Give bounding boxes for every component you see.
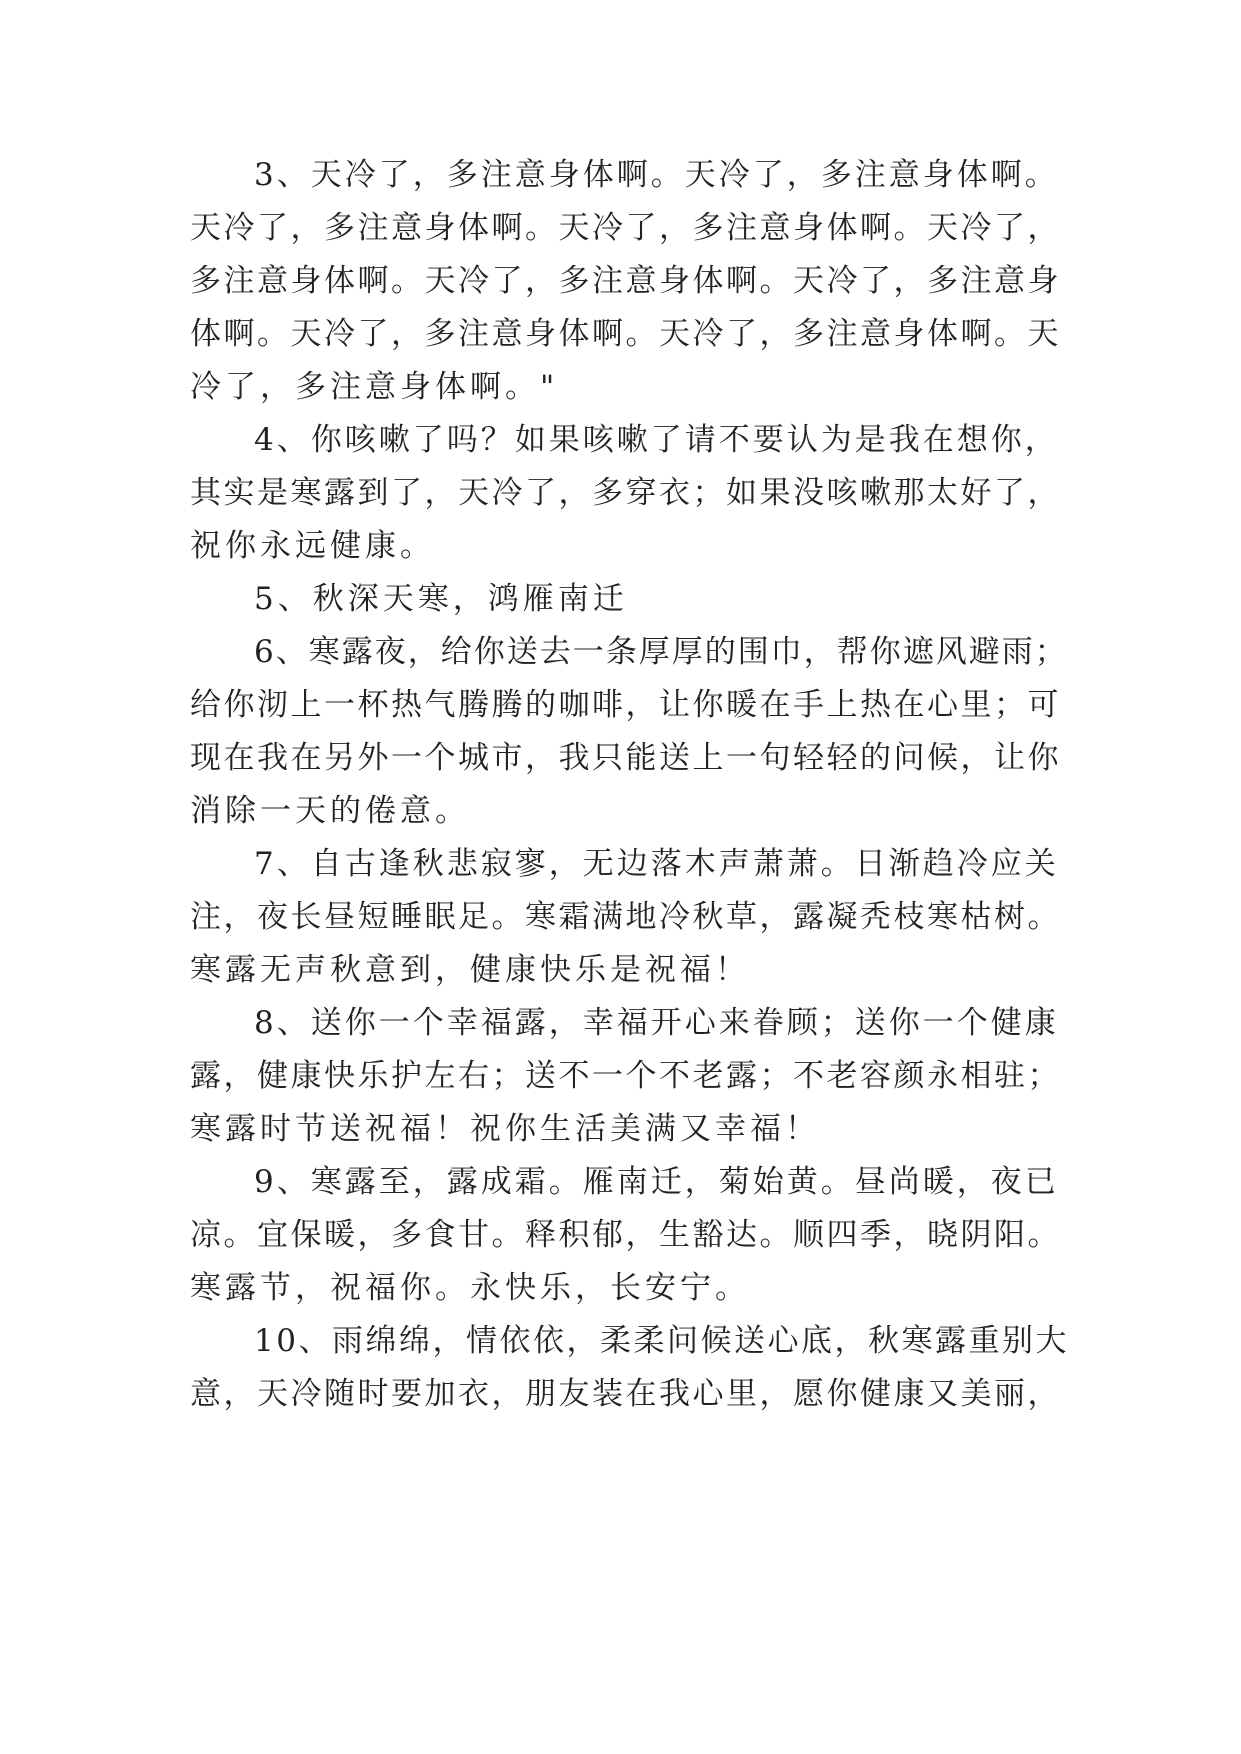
paragraph-7-line-3: 寒露无声秋意到，健康快乐是祝福！	[190, 952, 750, 988]
paragraph-6-line-4: 消除一天的倦意。	[190, 793, 470, 829]
paragraph-3-line-5: 冷了，多注意身体啊。"	[190, 369, 559, 405]
paragraph-4-line-2: 其实是寒露到了，天冷了，多穿衣；如果没咳嗽那太好了，	[190, 475, 1061, 511]
paragraph-9-line-2: 凉。宜保暖，多食甘。释积郁，生豁达。顺四季，晓阴阳。	[190, 1217, 1061, 1253]
paragraph-8-line-1: 8、送你一个幸福露，幸福开心来眷顾；送你一个健康	[254, 1005, 1059, 1041]
paragraph-3-line-3: 多注意身体啊。天冷了，多注意身体啊。天冷了，多注意身	[190, 263, 1061, 299]
paragraph-8-line-2: 露，健康快乐护左右；送不一个不老露；不老容颜永相驻；	[190, 1058, 1061, 1094]
paragraph-3-line-1: 3、天冷了，多注意身体啊。天冷了，多注意身体啊。	[254, 157, 1059, 193]
paragraph-3-line-2: 天冷了，多注意身体啊。天冷了，多注意身体啊。天冷了，	[190, 210, 1061, 246]
paragraph-10-line-2: 意，天冷随时要加衣，朋友装在我心里，愿你健康又美丽，	[190, 1376, 1061, 1412]
paragraph-3-line-4: 体啊。天冷了，多注意身体啊。天冷了，多注意身体啊。天	[190, 316, 1061, 352]
paragraph-8-line-3: 寒露时节送祝福！祝你生活美满又幸福！	[190, 1111, 820, 1147]
paragraph-5-line-1: 5、秋深天寒，鸿雁南迁	[254, 581, 628, 617]
paragraph-6-line-2: 给你沏上一杯热气腾腾的咖啡，让你暖在手上热在心里；可	[190, 687, 1061, 723]
paragraph-6-line-1: 6、寒露夜，给你送去一条厚厚的围巾，帮你遮风避雨；	[254, 634, 1068, 670]
paragraph-9-line-3: 寒露节，祝福你。永快乐，长安宁。	[190, 1270, 750, 1306]
paragraph-7-line-1: 7、自古逢秋悲寂寥，无边落木声萧萧。日渐趋冷应关	[254, 846, 1059, 882]
paragraph-4-line-3: 祝你永远健康。	[190, 528, 435, 564]
paragraph-10-line-1: 10、雨绵绵，情依依，柔柔问候送心底，秋寒露重别大	[254, 1323, 1069, 1359]
paragraph-7-line-2: 注，夜长昼短睡眠足。寒霜满地冷秋草，露凝秃枝寒枯树。	[190, 899, 1061, 935]
paragraph-9-line-1: 9、寒露至，露成霜。雁南迁，菊始黄。昼尚暖，夜已	[254, 1164, 1059, 1200]
paragraph-6-line-3: 现在我在另外一个城市，我只能送上一句轻轻的问候，让你	[190, 740, 1061, 776]
paragraph-4-line-1: 4、你咳嗽了吗？如果咳嗽了请不要认为是我在想你，	[254, 422, 1059, 458]
